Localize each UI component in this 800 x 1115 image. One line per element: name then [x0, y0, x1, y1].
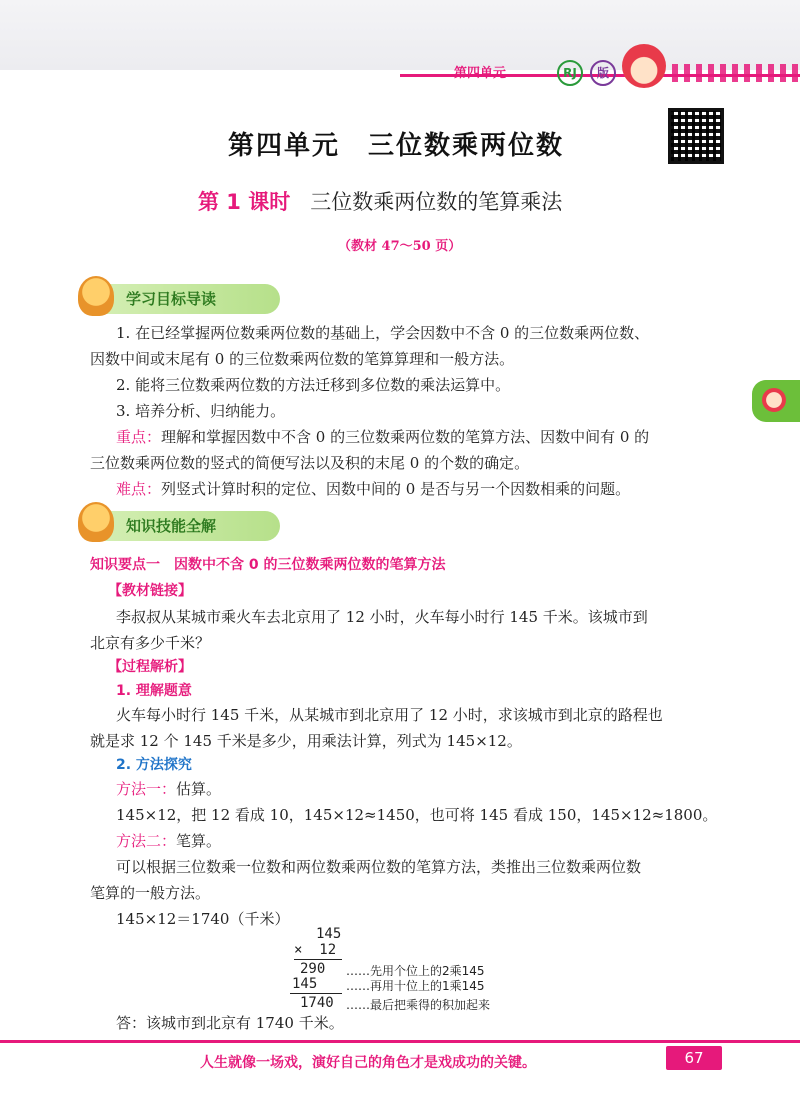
method2-text: 笔算。 [176, 832, 222, 850]
method2-detail-cont: 笔算的一般方法。 [90, 884, 211, 902]
header-band [0, 0, 800, 70]
calc-top: 145 [316, 926, 342, 942]
key-text: 理解和掌握因数中不含 0 的三位数乘两位数的笔算方法、因数中间有 0 的 [161, 428, 650, 446]
pencil-mascot-icon [78, 502, 114, 542]
calc-mult: × 12 [294, 942, 337, 958]
page-number: 67 [666, 1046, 722, 1070]
calc-row2: 145 [292, 976, 318, 992]
method1 [116, 776, 221, 802]
method1-label: 方法一： [116, 780, 177, 798]
hard-point [116, 476, 630, 502]
knowledge-point-1: 知识要点一 因数中不含 0 的三位数乘两位数的笔算方法 [90, 557, 446, 573]
goal-item-1: 1. 在已经掌握两位数乘两位数的基础上，学会因数中不含 0 的三位数乘两位数、 [116, 324, 650, 342]
calc-note-3: ……最后把乘得的积加起来 [346, 998, 491, 1012]
lesson-name: 三位数乘两位数的笔算乘法 [310, 190, 563, 214]
unit-tab-label: 第四单元 [454, 66, 507, 81]
method1-text: 估算。 [176, 780, 222, 798]
mascot-icon [622, 44, 666, 88]
problem-text-cont: 北京有多少千米？ [90, 634, 211, 652]
calc-line-1 [294, 959, 342, 960]
goal-item-2: 2. 能将三位数乘两位数的方法迁移到多位数的乘法运算中。 [116, 376, 511, 394]
edition-ban-badge: 版 [590, 60, 616, 86]
side-tab-mascot-icon [762, 388, 786, 412]
key-point-cont: 三位数乘两位数的竖式的简便写法以及积的末尾 0 的个数的确定。 [90, 454, 530, 472]
goals-banner: 学习目标导读 [80, 284, 280, 314]
goal-item-3: 3. 培养分析、归纳能力。 [116, 402, 286, 420]
unit-title: 第四单元 三位数乘两位数 [228, 131, 565, 161]
hard-label: 难点： [116, 480, 162, 498]
lesson-number: 第 1 课时 [198, 190, 291, 214]
hard-text: 列竖式计算时积的定位、因数中间的 0 是否与另一个因数相乘的问题。 [161, 480, 631, 498]
answer: 答：该城市到北京有 1740 千米。 [116, 1014, 344, 1032]
textbook-reference: （教材 47～50 页） [338, 239, 462, 254]
textbook-link-tag: 【教材链接】 [108, 583, 192, 599]
knowledge-banner: 知识技能全解 [80, 511, 280, 541]
method1-detail: 145×12，把 12 看成 10，145×12≈1450，也可将 145 看成 150，145×12≈1800。 [116, 806, 718, 824]
calc-note-1: ……先用个位上的2乘145 [346, 964, 485, 978]
problem-text: 李叔叔从某城市乘火车去北京用了 12 小时，火车每小时行 145 千米。该城市到 [116, 608, 648, 626]
footer-rule [0, 1040, 800, 1043]
calc-row1: 290 [300, 961, 326, 977]
edition-rj-badge: RJ [557, 60, 583, 86]
key-label: 重点： [116, 428, 162, 446]
calc-result: 1740 [300, 995, 334, 1011]
qr-code-icon[interactable] [668, 108, 724, 164]
footer-motto: 人生就像一场戏，演好自己的角色才是戏成功的关键。 [200, 1055, 536, 1071]
goal-item-1-cont: 因数中间或末尾有 0 的三位数乘两位数的笔算算理和一般方法。 [90, 350, 515, 368]
step1-title: 1. 理解题意 [116, 683, 192, 699]
step1-text: 火车每小时行 145 千米，从某城市到北京用了 12 小时，求该城市到北京的路程也 [116, 706, 663, 724]
fox-mascot-icon [78, 276, 114, 316]
step1-text-cont: 就是求 12 个 145 千米是多少，用乘法计算，列式为 145×12。 [90, 732, 522, 750]
lesson-title [198, 186, 562, 216]
key-point [116, 424, 649, 450]
calc-note-2: ……再用十位上的1乘145 [346, 979, 485, 993]
checker-decoration [672, 64, 800, 82]
method2 [116, 828, 221, 854]
equation: 145×12＝1740（千米） [116, 910, 290, 928]
method2-label: 方法二： [116, 832, 177, 850]
step2-title: 2. 方法探究 [116, 757, 192, 773]
method2-detail: 可以根据三位数乘一位数和两位数乘两位数的笔算方法，类推出三位数乘两位数 [116, 858, 642, 876]
process-tag: 【过程解析】 [108, 659, 192, 675]
calc-line-2 [290, 993, 342, 994]
